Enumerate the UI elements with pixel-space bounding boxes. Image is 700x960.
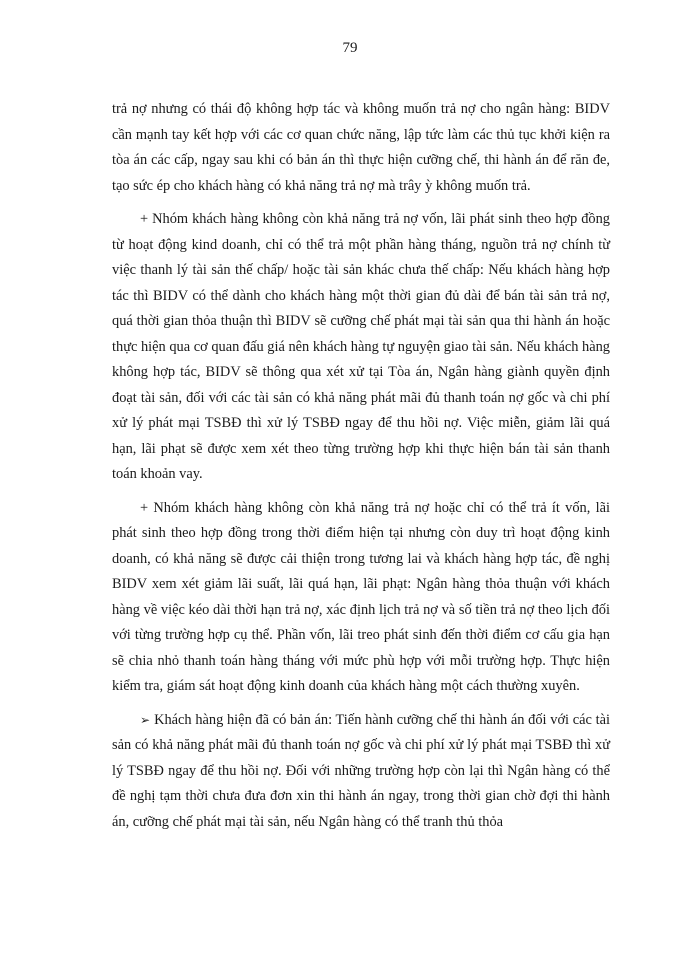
document-body <box>112 97 610 843</box>
paragraph-4 <box>112 708 610 836</box>
paragraph-4-text: Khách hàng hiện đã có bản án: Tiến hành cưỡng chế thi hành án đối với các tài sản có khả năng phát mãi đủ thanh toán nợ gốc và chi phí xử lý phát mại TSBĐ thì xử lý TSBĐ ngay để thu hồi nợ. Đối với những trường hợp còn lại thì Ngân hàng có thể đề nghị tạm thời chưa đưa đơn xin thi hành án ngay, trong thời gian chờ đợi thi hành án, cưỡng chế phát mại tài sản, nếu Ngân hàng có thể tranh thủ thỏa <box>112 711 610 830</box>
paragraph-2: + Nhóm khách hàng không còn khả năng trả nợ vốn, lãi phát sinh theo hợp đồng từ hoạt động kind doanh, chỉ có thể trả một phần hàng tháng, nguồn trả nợ chính từ việc thanh lý tài sản thế chấp/ hoặc tài sản khác chưa thế chấp: Nếu khách hàng hợp tác thì BIDV có thể dành cho khách hàng một thời gian đủ dài để bán tài sản trả nợ, quá thời gian thỏa thuận thì BIDV sẽ cưỡng chế phát mại tài sản qua thi hành án hoặc thực hiện qua cơ quan đấu giá nên khách hàng tự nguyện giao tài sản. Nếu khách hàng không hợp tác, BIDV sẽ thông qua xét xử tại Tòa án, Ngân hàng giành quyền định đoạt tài sản, đối với các tài sản có khả năng phát mãi đủ thanh toán nợ gốc và chi phí xử lý phát mại TSBĐ thì xử lý TSBĐ ngay để thu hồi nợ. Việc miễn, giảm lãi quá hạn, lãi phạt sẽ được xem xét theo từng trường hợp khi thực hiện bán tài sản thanh toán khoản vay. <box>112 211 610 482</box>
arrow-bullet-icon: ➢ <box>140 712 151 727</box>
paragraph-3: + Nhóm khách hàng không còn khả năng trả nợ hoặc chỉ có thể trả ít vốn, lãi phát sinh theo hợp đồng trong thời điểm hiện tại nhưng còn duy trì hoạt động kinh doanh, có khả năng sẽ được cải thiện trong tương lai và khách hàng hợp tác, đề nghị BIDV xem xét giảm lãi suất, lãi quá hạn, lãi phạt: Ngân hàng thỏa thuận với khách hàng về việc kéo dài thời hạn trả nợ, xác định lịch trả nợ và số tiền trả nợ theo lịch đối với từng trường hợp cụ thể. Phần vốn, lãi treo phát sinh đến thời điểm cơ cấu gia hạn sẽ chia nhỏ thanh toán hàng tháng với mức phù hợp với mỗi trường hợp. Thực hiện kiểm tra, giám sát hoạt động kinh doanh của khách hàng một cách thường xuyên. <box>112 499 610 694</box>
page-number: 79 <box>342 40 358 56</box>
paragraph-1: trả nợ nhưng có thái độ không hợp tác và không muốn trả nợ cho ngân hàng: BIDV cần mạnh tay kết hợp với các cơ quan chức năng, lập tức làm các thủ tục khởi kiện ra tòa án các cấp, ngay sau khi có bản án thì thực hiện cưỡng chế, thi hành án để răn đe, tạo sức ép cho khách hàng có khả năng trả nợ mà trây ỳ không muốn trả. <box>112 101 610 194</box>
